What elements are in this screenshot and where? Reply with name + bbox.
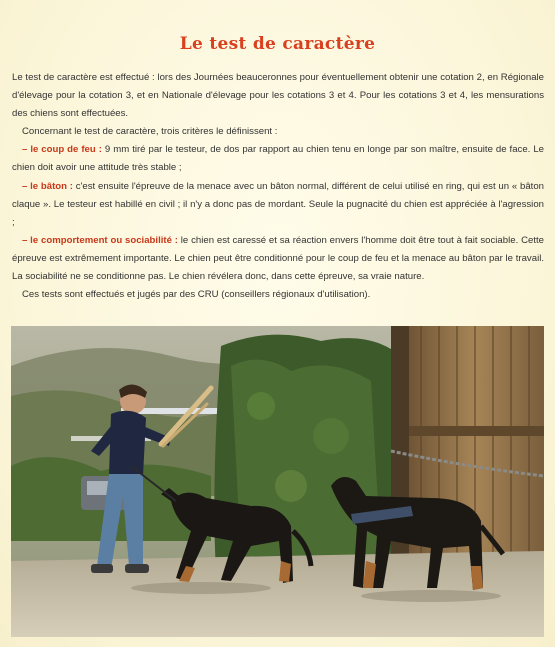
criterion-text: le chien est caressé et sa réaction envers l'homme doit être tout à fait sociable. Cette épreuve est extrêmement importante. Le chien peut être conditionné pour le coup de feu et la menace au bâton par le travail. La sociabilité ne se conditionne pas. Le chien révélera donc, dans cette épreuve, sa vraie nature. — [12, 234, 544, 283]
criterion-text: 9 mm tiré par le testeur, de dos par rapport au chien tenu en longe par son maître, ensuite de face. Le chien doit avoir une attitude très stable ; — [12, 144, 544, 174]
article-title: Le test de caractère — [179, 34, 376, 54]
criterion-sociabilite — [12, 232, 544, 286]
criterion-text: c'est ensuite l'épreuve de la menace avec un bâton normal, différent de celui utilisé en ring, qui est un « bâton claque ». Le testeur est habillé en civil ; il n'y a donc pas de mordant. Seule la pugnacité du chien est appréciée à l'agression ; — [12, 180, 545, 228]
criteria-intro: Concernant le test de caractère, trois critères le définissent : — [22, 126, 278, 138]
criterion-label: – le bâton : — [22, 180, 73, 192]
article-photo — [11, 326, 544, 637]
closing-paragraph: Ces tests sont effectués et jugés par des CRU (conseillers régionaux d'utilisation). — [22, 289, 371, 301]
dog-test-photo-illustration — [11, 326, 544, 637]
intro-paragraph: Le test de caractère est effectué : lors des Journées beauceronnes pour éventuellement obtenir une cotation 2, en Régionale d'élevage pour la cotation 3, et en Nationale d'élevage pour les cotations 3 et 4. Pour les cotations 3 et 4, les mensurations des chiens sont effectuées. — [12, 72, 544, 120]
criterion-baton — [12, 178, 544, 232]
criterion-label: – le coup de feu : — [22, 144, 102, 156]
article-body — [12, 69, 544, 304]
criterion-coup-de-feu — [12, 141, 544, 177]
criterion-label: – le comportement ou sociabilité : — [22, 234, 178, 246]
